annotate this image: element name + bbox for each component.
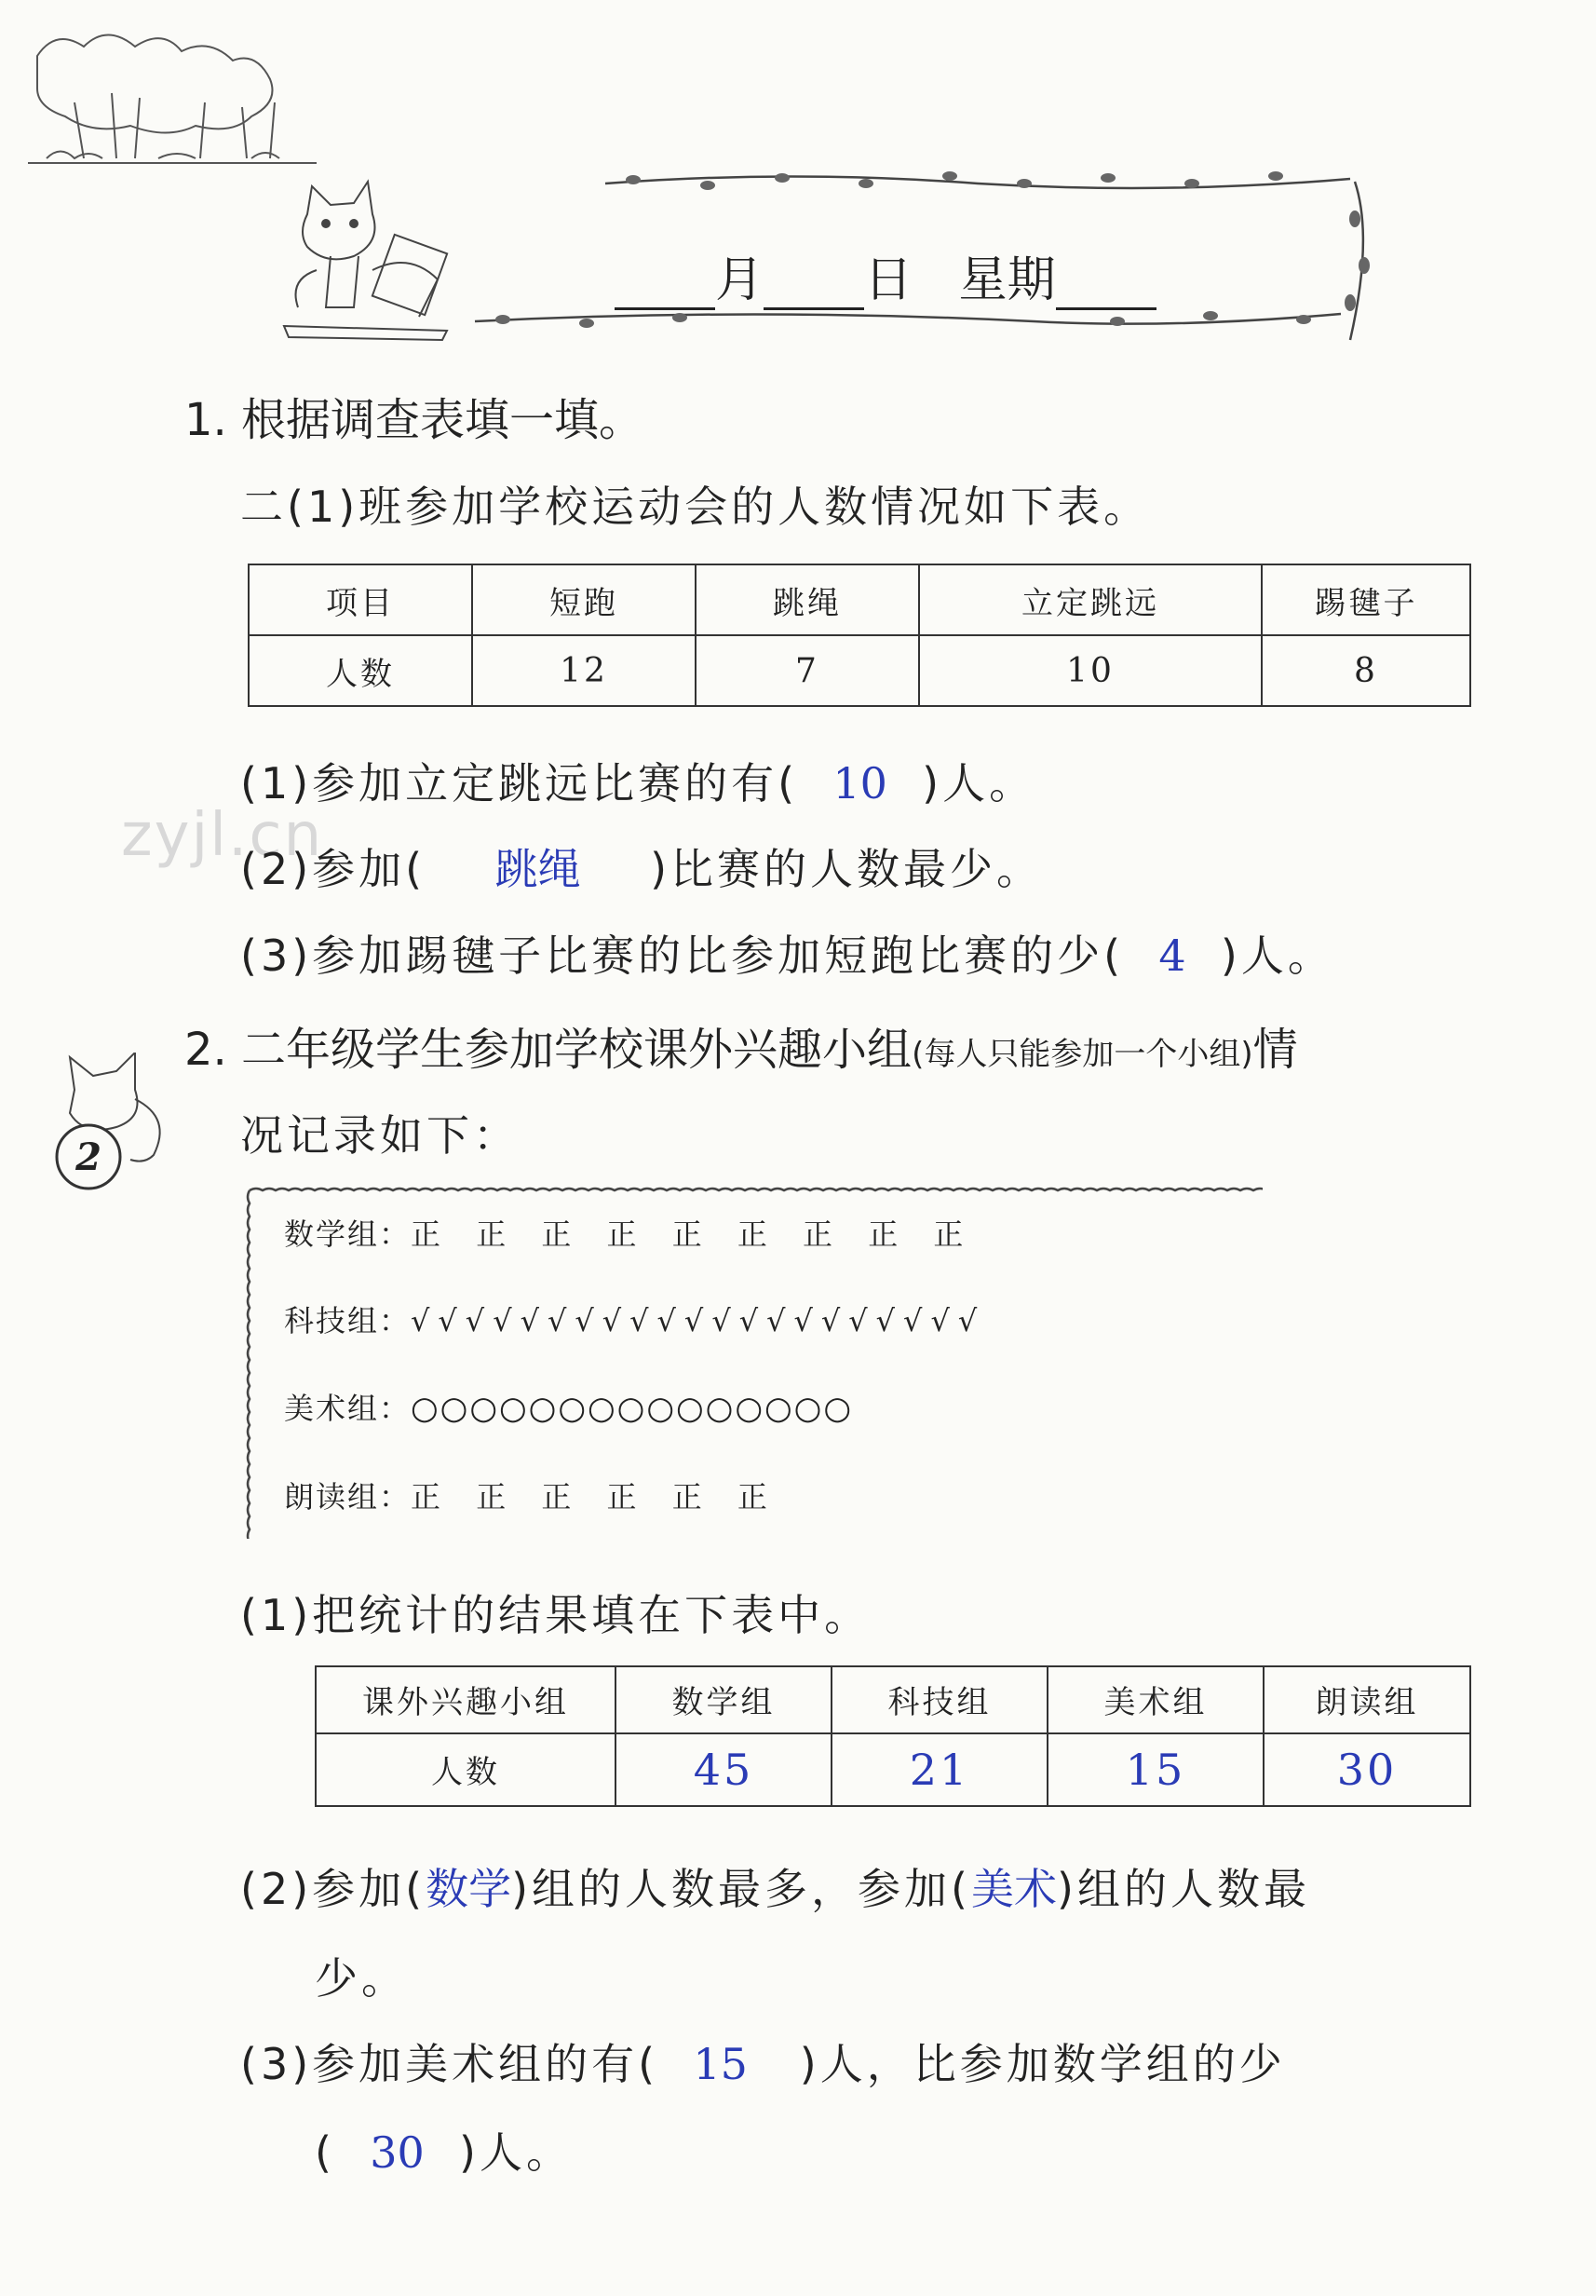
q2-sub2-answer1: 数学 [426,1864,512,1914]
tally-marks: 正 正 正 正 正 正 [411,1479,780,1515]
q1-value-cell: 12 [472,635,696,706]
q2-sub3-paren: ( [315,2127,335,2178]
month-label: 月 [715,252,764,308]
weekday-blank [1056,265,1156,310]
q2-answer-reading: 30 [1264,1733,1470,1806]
q2-answer-math: 45 [615,1733,832,1806]
watermark: zyjl.cn [121,801,324,870]
q1-title: 1. 根据调查表填一填。 [184,394,644,446]
date-line [615,240,1211,306]
q2-sub3-answer2: 30 [370,2127,425,2178]
q1-sub3-text: (3)参加踢毽子比赛的比参加短跑比赛的少( [240,931,1125,981]
q2-title [184,1013,1298,1078]
q2-sub3-text: (3)参加美术组的有( [240,2039,659,2089]
q1-sub3-text-end: )人。 [1220,931,1334,981]
q1-row-label: 人数 [249,635,472,706]
q1-sub2 [240,836,1043,897]
q2-sub2-text-end: )组的人数最 [1057,1864,1310,1914]
q2-sub2-text-mid: )组的人数最多，参加( [511,1864,972,1914]
q2-title-end: 情 [1252,1024,1298,1076]
q1-value-cell: 10 [919,635,1262,706]
q2-title-main: 2. 二年级学生参加学校课外兴趣小组 [184,1024,913,1076]
q2-sub3-text-mid: )人，比参加数学组的少 [799,2039,1286,2089]
q2-sub1: (1)把统计的结果填在下表中。 [240,1590,872,1640]
day-label: 日 [864,252,913,308]
q1-sub2-text: (2)参加( [240,844,426,894]
q2-sub3-answer1: 15 [693,2039,748,2089]
tally-marks: ○○○○○○○○○○○○○○○ [411,1390,854,1427]
q1-header-cell: 立定跳远 [919,564,1262,635]
trees-illustration [19,19,326,168]
q1-header-cell: 项目 [249,564,472,635]
q2-header-cell: 课外兴趣小组 [316,1666,615,1733]
tally-label: 科技组： [284,1303,412,1338]
month-blank [615,265,715,310]
q1-sub1-text-end: )人。 [922,758,1036,808]
fox-page-badge [47,1053,177,1192]
q1-intro: 二(1)班参加学校运动会的人数情况如下表。 [240,482,1151,532]
tally-row-math [284,1211,976,1254]
q1-sub2-text-end: )比赛的人数最少。 [650,844,1044,894]
q2-sub3-text-end: )人。 [459,2127,573,2178]
q1-sub3-answer: 4 [1158,931,1186,981]
tally-label: 数学组： [284,1216,412,1252]
q1-value-cell: 8 [1262,635,1470,706]
q1-header-cell: 短跑 [472,564,696,635]
tally-label: 美术组： [284,1391,412,1426]
q2-answer-art: 15 [1048,1733,1264,1806]
q2-header-cell: 美术组 [1048,1666,1264,1733]
q2-header-cell: 科技组 [832,1666,1048,1733]
q1-sub1-text: (1)参加立定跳远比赛的有( [240,758,799,808]
q1-sub1-answer: 10 [832,758,887,808]
tally-label: 朗读组： [284,1479,412,1515]
tally-row-art [284,1385,853,1428]
page-number: 2 [75,1135,101,1179]
q1-table [248,564,1471,707]
q2-header-cell: 数学组 [615,1666,832,1733]
tally-row-reading [284,1474,780,1516]
q1-value-cell: 7 [696,635,919,706]
q1-header-cell: 踢毽子 [1262,564,1470,635]
q2-table-header-row [316,1666,1470,1733]
q2-sub3 [240,2031,1286,2092]
q1-sub2-answer: 跳绳 [494,844,581,894]
weekday-label: 星期 [958,252,1056,308]
q1-table-data-row [249,635,1470,706]
q1-header-cell: 跳绳 [696,564,919,635]
q2-answer-tech: 21 [832,1733,1048,1806]
q1-sub3 [240,922,1334,984]
q2-sub2-text: (2)参加( [240,1864,426,1914]
q2-sub2 [240,1855,1310,1917]
q2-sub2-line2: 少。 [315,1953,408,2004]
cat-illustration [279,177,456,345]
tally-marks: √√√√√√√√√√√√√√√√√√√√√ [411,1303,986,1338]
q1-table-header-row [249,564,1470,635]
tally-row-tech [284,1297,985,1340]
q2-sub2-answer2: 美术 [971,1864,1058,1914]
q2-row-label: 人数 [316,1733,615,1806]
q2-title-note: (每人只能参加一个小组) [912,1036,1253,1073]
day-blank [764,265,864,310]
tally-marks: 正 正 正 正 正 正 正 正 正 [411,1216,977,1252]
q2-sub3-line2 [315,2119,573,2181]
q2-title-line2: 况记录如下： [240,1110,520,1161]
q1-sub1 [240,750,1035,811]
q2-table-data-row [316,1733,1470,1806]
q2-table [315,1665,1471,1807]
q2-header-cell: 朗读组 [1264,1666,1470,1733]
